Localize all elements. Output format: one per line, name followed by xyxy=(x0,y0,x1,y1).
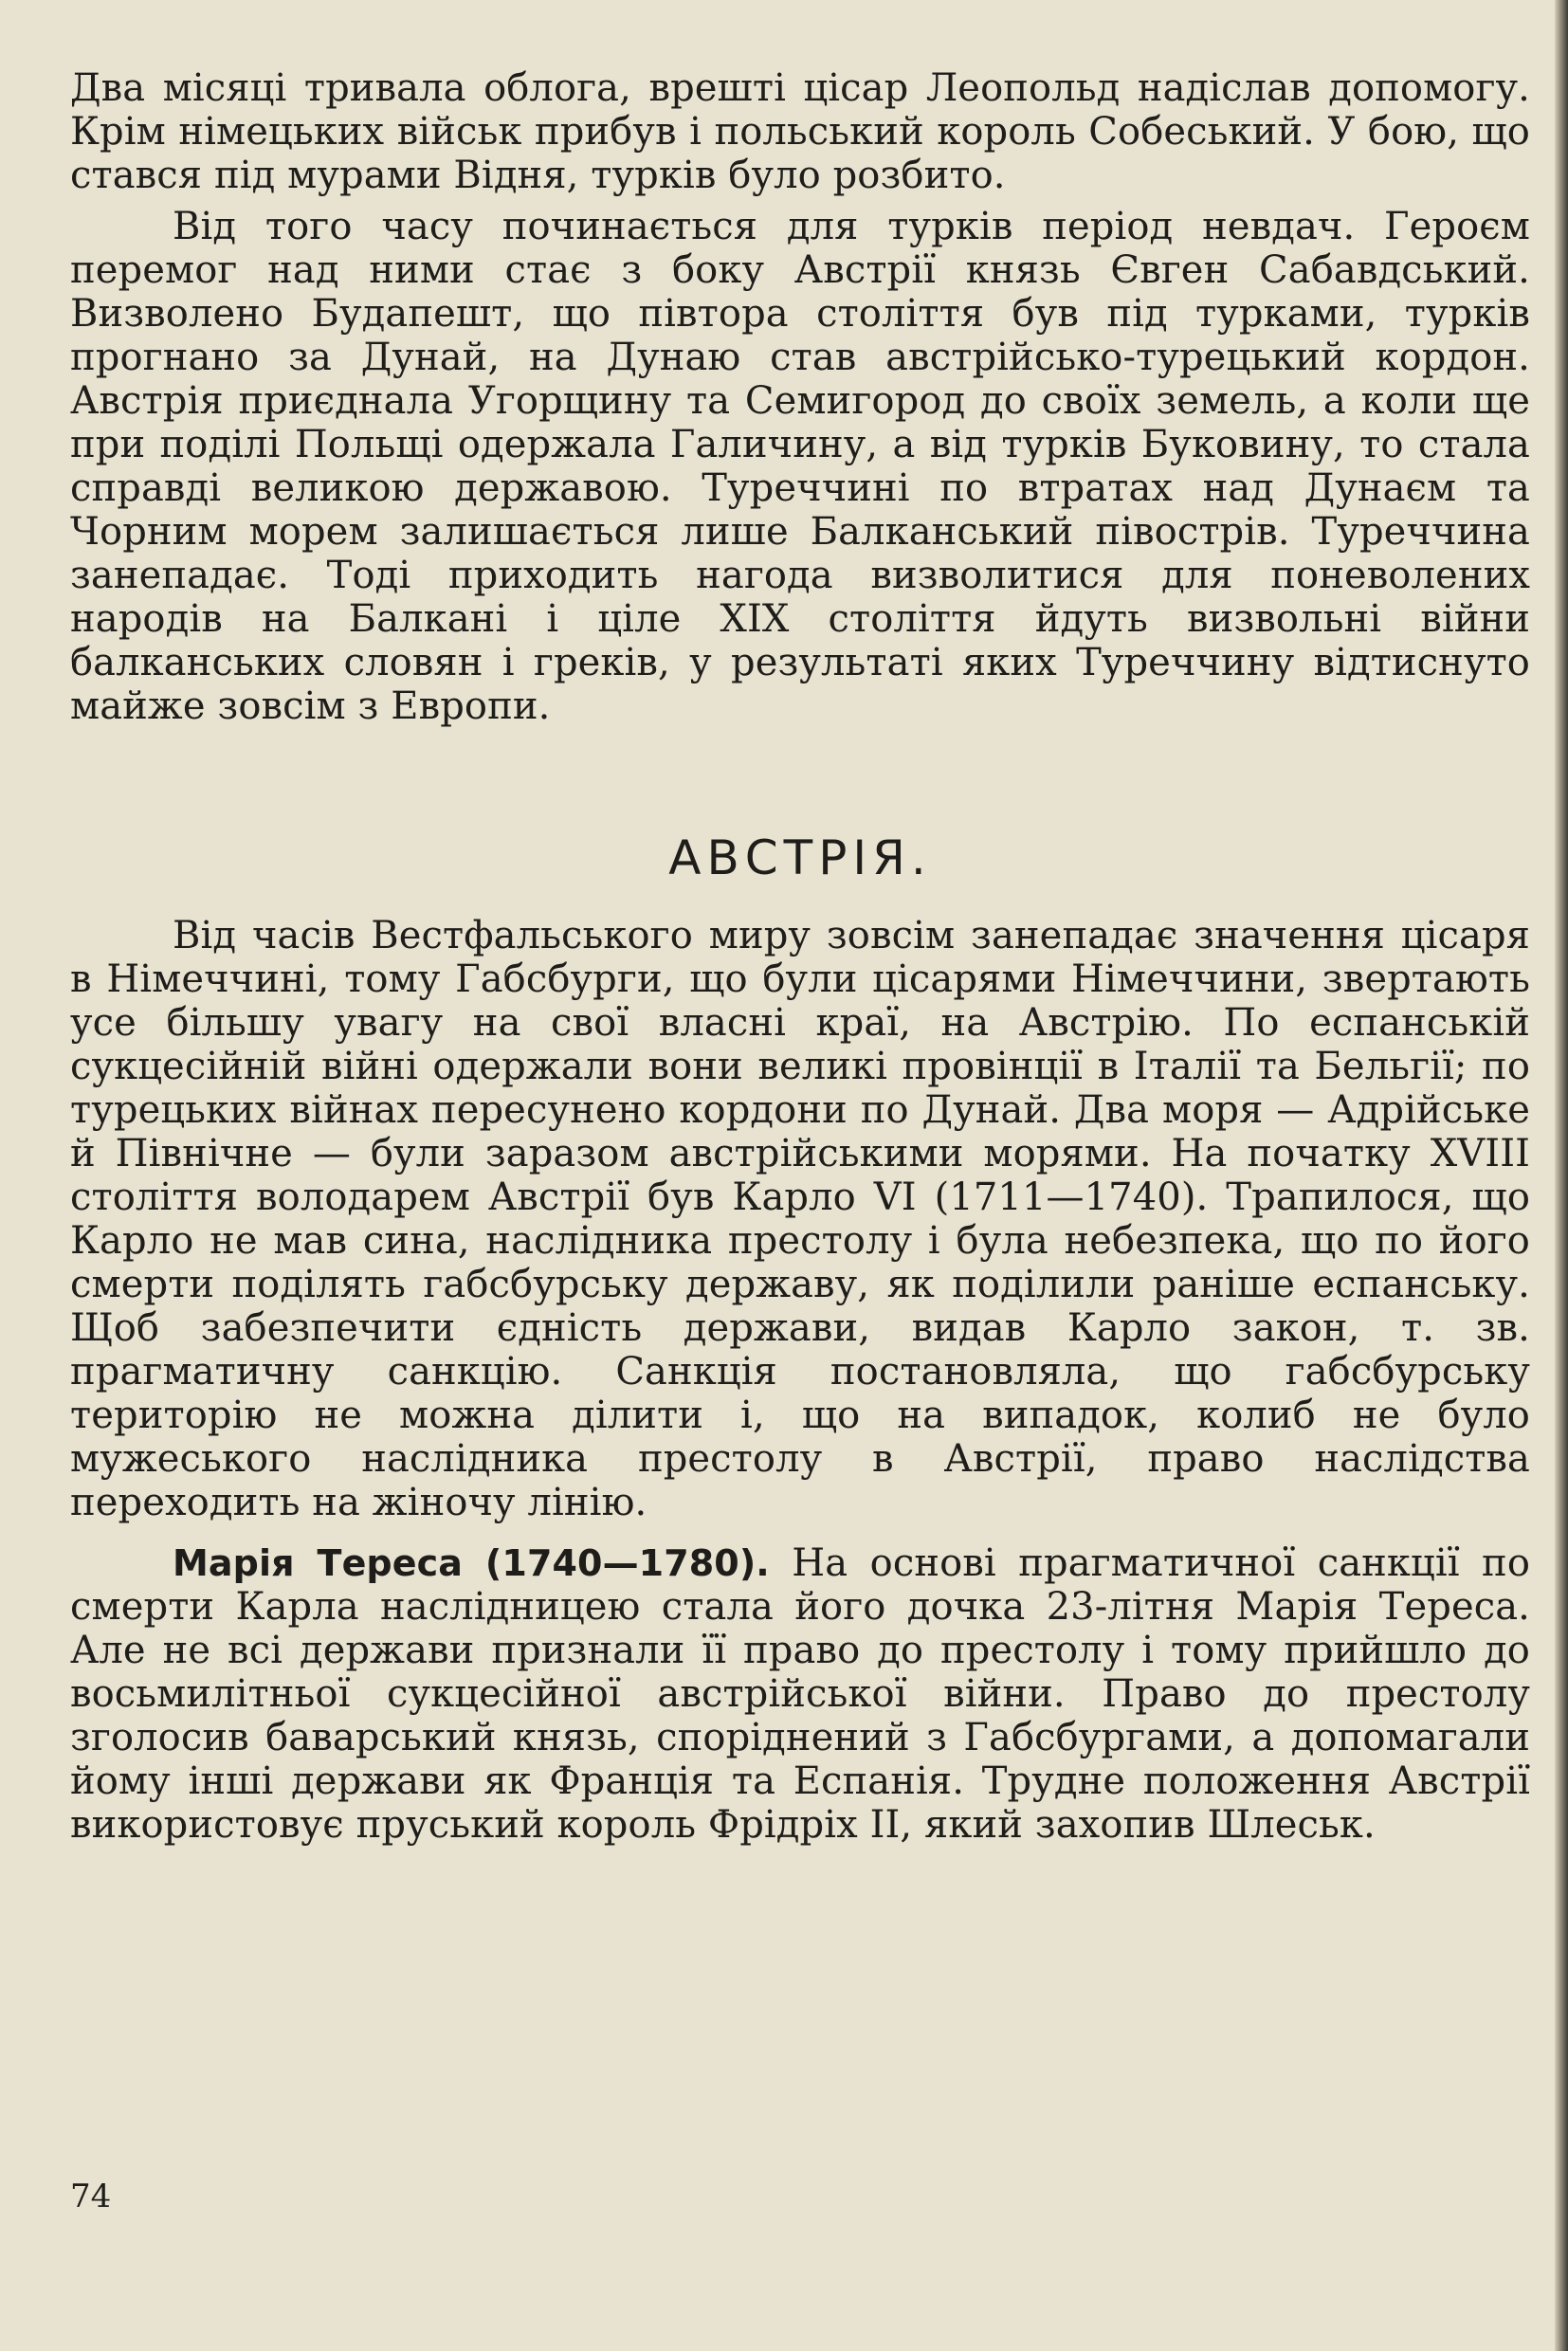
section-heading-austria: АВСТРІЯ. xyxy=(668,830,932,885)
page-edge-shadow xyxy=(1555,0,1568,2351)
maria-theresa-run-in-heading: Марія Тереса (1740—1780). xyxy=(173,1542,770,1584)
page-content xyxy=(70,66,1530,1847)
paragraph-turkish-decline: Від того часу починається для турків період невдач. Героєм перемог над ними стає з боку Австрії князь Євген Сабавдський. Визволено Будапешт, що півтора століття був під турками, турків прогнано за Дунай, на Дунаю став австрійсько-турецький кордон. Австрія приєднала Угорщину та Семигород до своїх земель, а коли ще при поділі Польщі одержала Галичину, а від турків Буковину, то стала справді великою державою. Туреччині по втратах над Дунаєм та Чорним морем залишається лише Балканський півострів. Туреччина занепадає. Тоді приходить нагода визволитися для поневолених народів на Балкані і ціле XIX століття йдуть визвольні війни балканських словян і греків, у результаті яких Туреччину відтиснуто майже зовсім з Европи. xyxy=(70,205,1530,728)
paragraph-maria-theresa xyxy=(70,1541,1530,1847)
page-number: 74 xyxy=(70,2178,112,2215)
paragraph-habsburg-austria: Від часів Вестфальського миру зовсім занепадає значення цісаря в Німеччині, тому Габсбурги, що були цісарями Німеччини, звертають усе більшу увагу на свої власні краї, на Австрію. По еспанській сукцесійній війні одержали вони великі провінції в Італії та Бельгії; по турецьких війнах пересунено кордони по Дунай. Два моря — Адрійське й Північне — були заразом австрійськими морями. На початку XVIII століття володарем Австрії був Карло VI (1711—1740). Трапилося, що Карло не мав сина, наслідника престолу і була небезпека, що по його смерти поділять габсбурську державу, як поділили раніше еспанську. Щоб забезпечити єдність держави, видав Карло закон, т. зв. прагматичну санкцію. Санкція постановляла, що габсбурську територію не можна ділити і, що на випадок, колиб не було мужеського наслідника престолу в Австрії, право наслідства переходить на жіночу лінію. xyxy=(70,914,1530,1524)
maria-theresa-text: На основі прагматичної санкції по смерти Карла наслідницею стала його дочка 23-літня Марія Тереса. Але не всі держави признали її право до престолу і тому прийшло до восьмилітньої сукцесійної австрійської війни. Право до престолу зголосив баварський князь, споріднений з Габсбургами, а допомагали йому інші держави як Франція та Еспанія. Трудне положення Австрії використовує пруський король Фрідріх II, який захопив Шлеськ. xyxy=(70,1541,1530,1847)
paragraph-siege-of-vienna: Два місяці тривала облога, врешті цісар Леопольд надіслав допомогу. Крім німецьких військ прибув і польський король Собеський. У бою, що стався під мурами Відня, турків було розбито. xyxy=(70,66,1530,197)
